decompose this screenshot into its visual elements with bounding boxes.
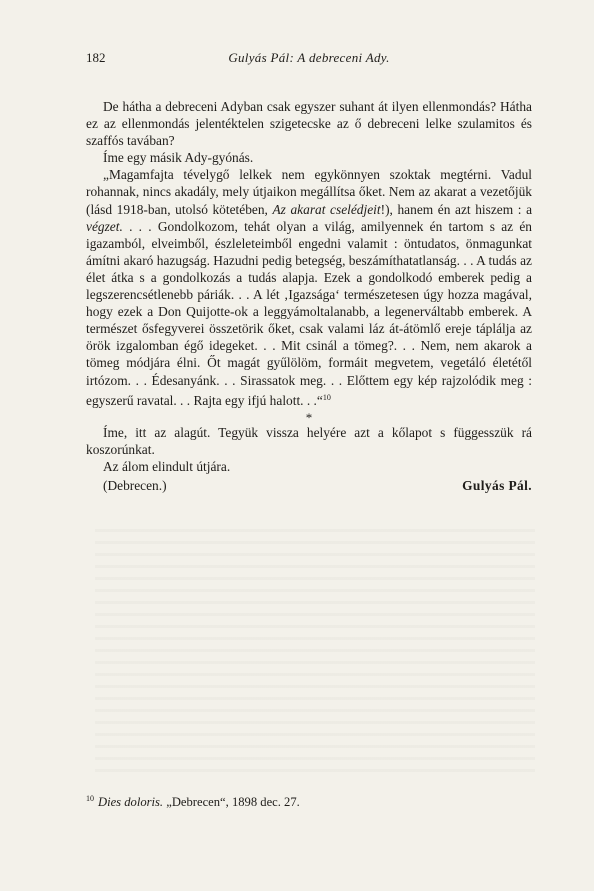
footnote-number: 10	[86, 794, 94, 803]
body-text	[86, 98, 532, 494]
quote-italic-word: végzet.	[86, 218, 123, 234]
section-separator: *	[305, 409, 313, 425]
reverse-side-show-through	[95, 520, 535, 780]
footnote	[86, 794, 532, 810]
quote-paragraph	[86, 166, 532, 408]
quote-part-3: . . . Gondolkozom, tehát olyan a világ, amilyennek én tartom s az én igazamból, elveimből, észleleteimből engedni valamit : öntudatos, önmagunkat ámítni akaró hazugság. Hazudni pedig betegség, beszámíthatatlanság. . . A tudás az élet átka s a gondolkozás a tudás alapja. Ezek a gondolkodó emberek pedig a legszerencsétlenebb páriák. . . A lét ‚Igazsága‘ természetesen úgy hozza magával, hogy ezek a Don Quijotte-ok a leggyámoltalanabb, a legenerváltabb emberek. A természet ősfegyverei összetörik őket, csak valami láz át-átömlő ereje táplálja az örök izgalomban égő idegeket. . . Mit csinál a tömeg?. . . Nem, nem akarok a tömeg módjára élni. Őt magát gyűlölöm, formáit megvetem, vegetáló életétől irtózom. . . Édesanyánk. . . Sirassatok meg. . . Előttem egy kép rajzolódik meg : egyszerű ravatal. . . Rajta egy ifjú halott. . .“	[86, 218, 532, 408]
footnote-citation: „Debrecen“, 1898 dec. 27.	[163, 795, 300, 809]
quote-part-1: „Magamfajta tévelygő lelkek nem egykönnyen szoktak megtérni. Vadul rohannak, nincs akadály, mely útjaikon megállítsa őket. Nem az akarat a vezetőjük (lásd 1918-ban, utolsó kötetében,	[86, 167, 532, 217]
footnote-reference: 10	[322, 392, 331, 402]
signature-author: Gulyás Pál.	[462, 477, 532, 493]
closing-paragraph: Íme, itt az alagút. Tegyük vissza helyére azt a kőlapot s függesszük rá koszorúnkat.	[86, 424, 532, 457]
paragraph-contradiction: De hátha a debreceni Adyban csak egyszer suhant át ilyen ellenmondás? Hátha ez az ellenmondás jelentéktelen szigetecske az ő debreceni lelke szulamitos és szaffós tavában?	[86, 99, 532, 149]
page-number: 182	[86, 50, 106, 65]
signature-place: (Debrecen.)	[103, 477, 167, 493]
page-header	[86, 50, 532, 68]
closing-line: Az álom elindult útjára.	[103, 458, 231, 474]
paragraph-confession-intro: Íme egy másik Ady-gyónás.	[103, 150, 254, 166]
running-head: Gulyás Pál: A debreceni Ady.	[228, 50, 390, 65]
quote-italic-title: Az akarat cselédjeit	[272, 201, 381, 217]
signature-line	[86, 477, 532, 494]
quote-part-2: !), hanem én azt hiszem : a	[380, 201, 533, 217]
footnote-source: Dies doloris.	[98, 795, 164, 809]
